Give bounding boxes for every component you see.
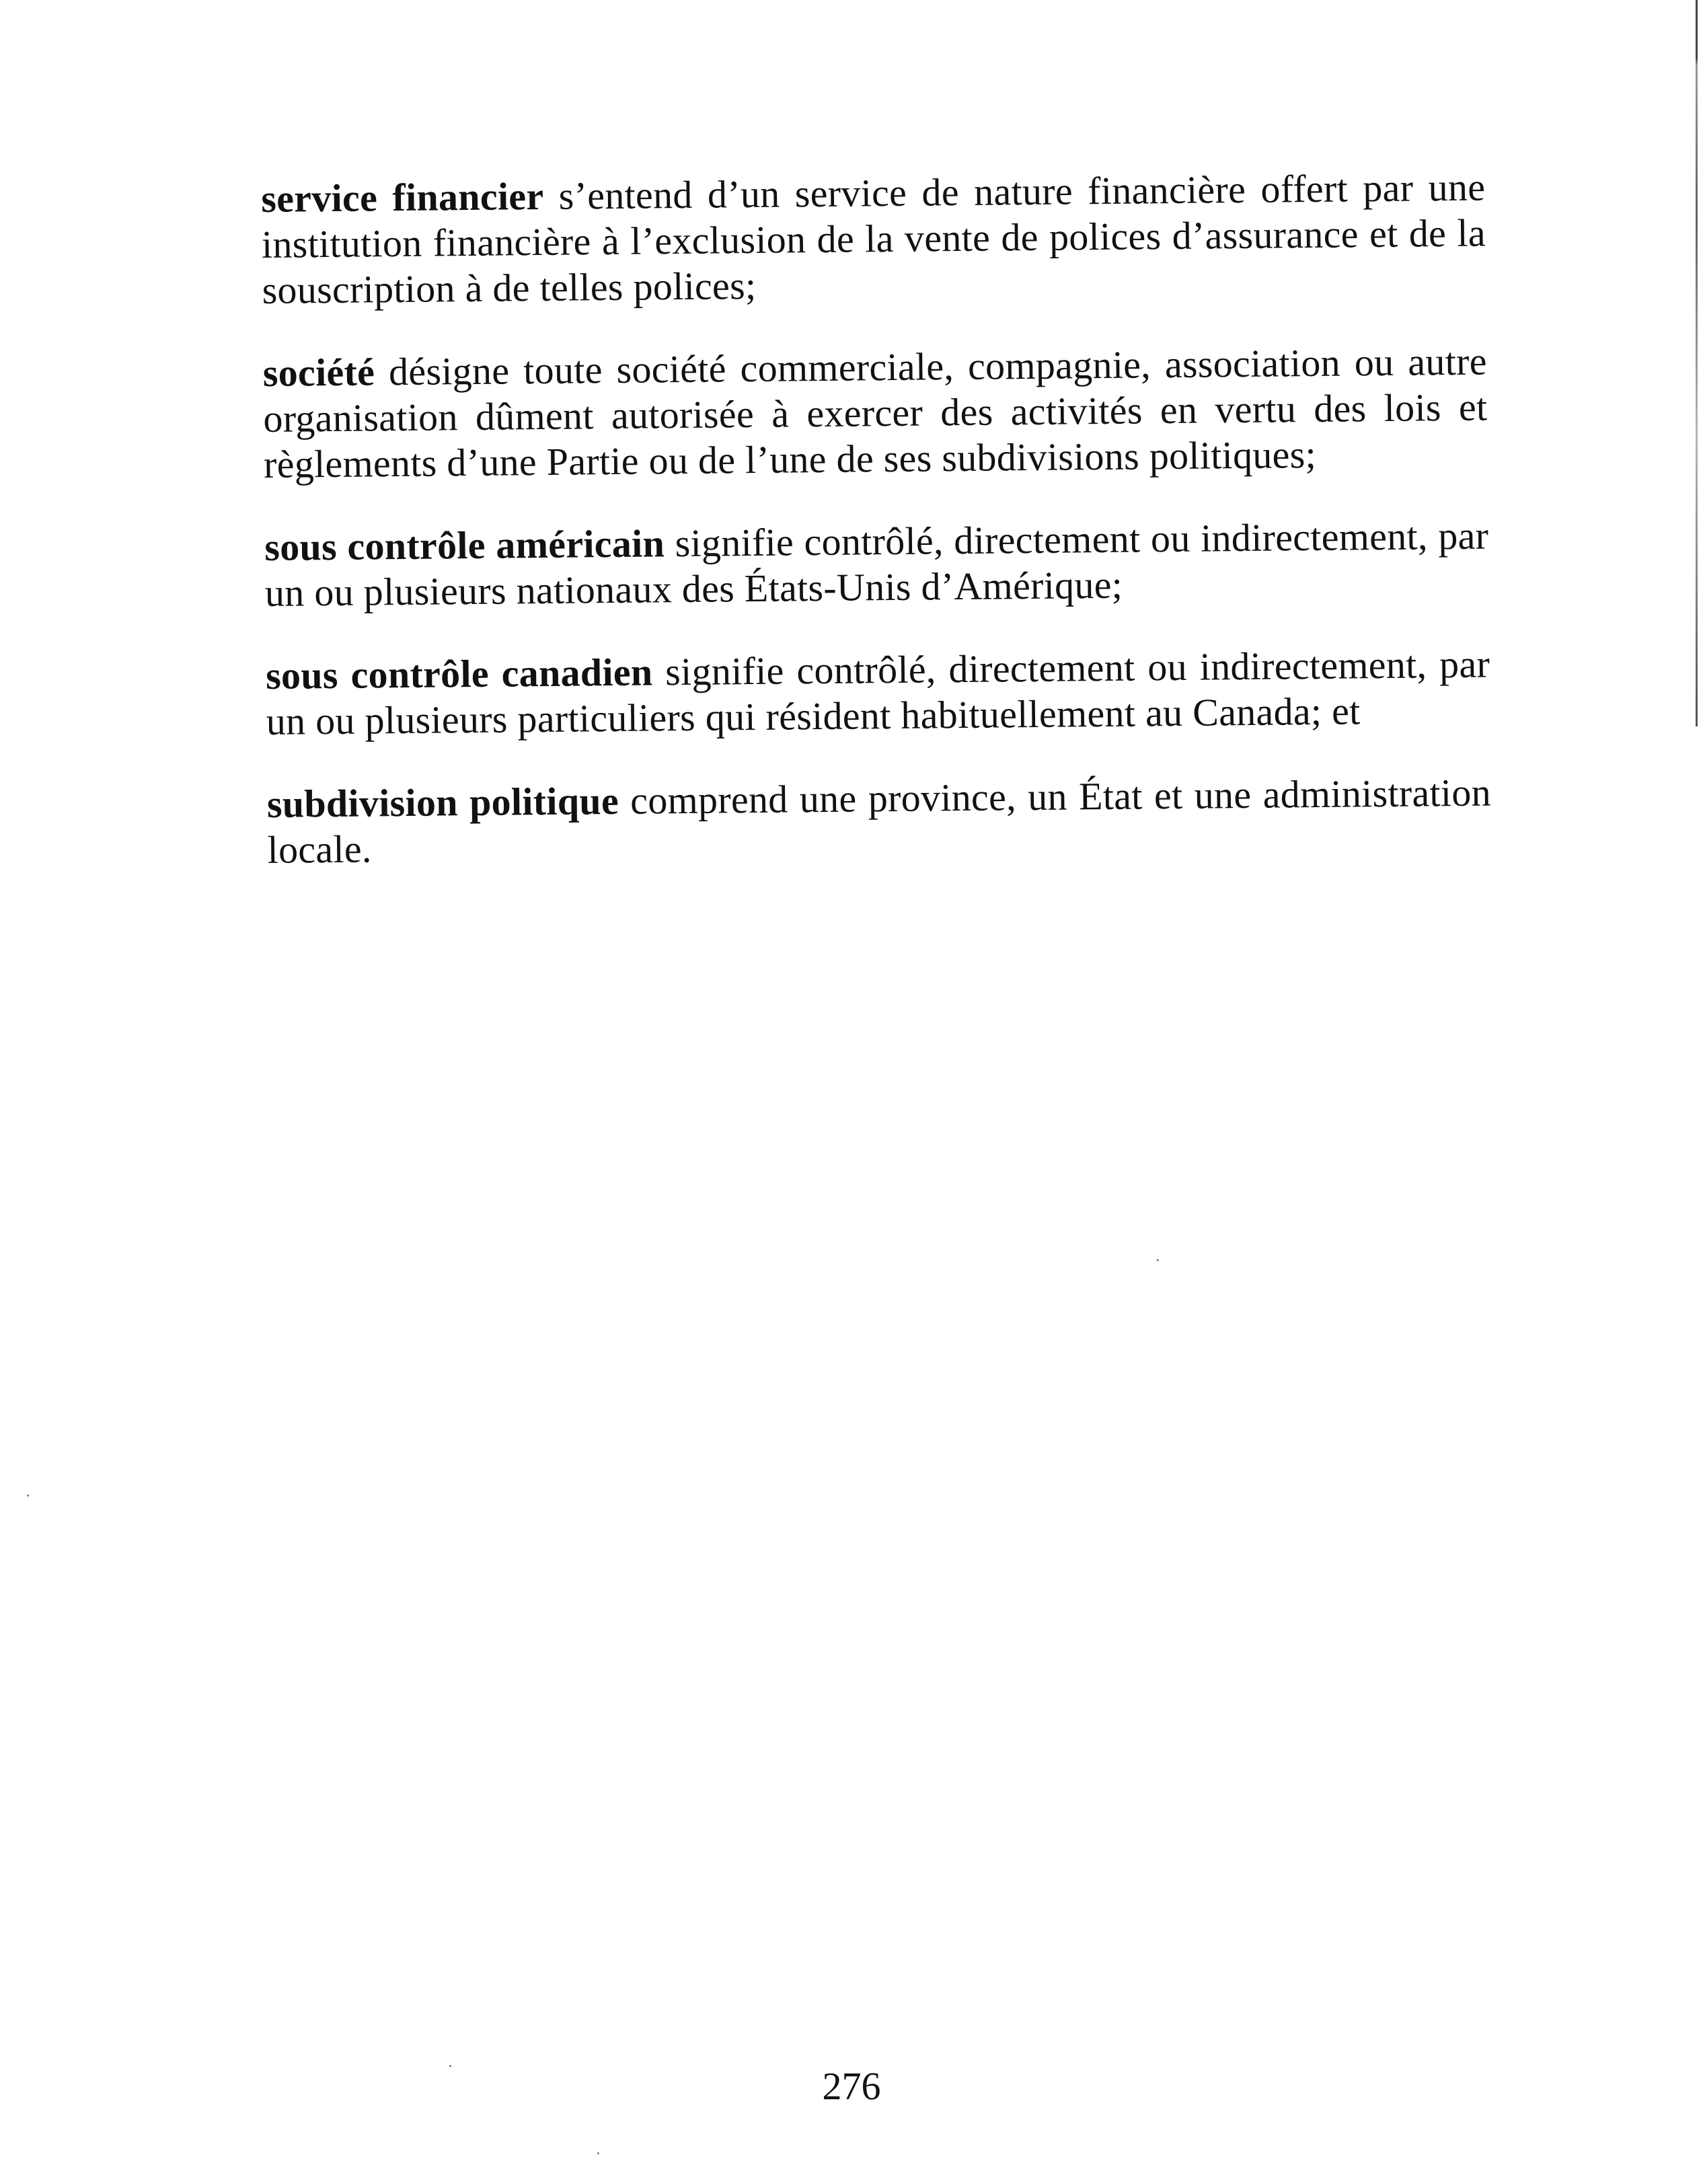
scan-speck <box>1157 1259 1159 1261</box>
definition-text: s’entend d’un service de nature financière offert par une institution financière à l’exclusion de la vente de polices d’assurance et de la souscription à de telles polices; <box>261 165 1486 312</box>
scanned-page-edge <box>1696 0 1698 726</box>
definition-service-financier <box>261 165 1486 313</box>
scan-speck <box>27 1495 29 1497</box>
definition-societe <box>262 339 1488 488</box>
definition-subdivision-politique <box>267 769 1492 872</box>
definition-term: subdivision politique <box>266 778 619 826</box>
definition-term: sous contrôle canadien <box>265 650 653 698</box>
page-number: 276 <box>822 2064 881 2108</box>
definition-sous-controle-canadien <box>266 641 1490 744</box>
definition-text: signifie contrôlé, directement ou indirectement, par un ou plusieurs nationaux des États-Unis d’Amérique; <box>264 513 1489 615</box>
scan-speck <box>597 2152 599 2154</box>
scan-speck <box>449 2065 451 2067</box>
definition-term: société <box>262 350 375 395</box>
definition-sous-controle-americain <box>264 513 1489 616</box>
definition-text: comprend une province, un État et une administration locale. <box>267 770 1492 872</box>
definition-term: service financier <box>261 174 544 221</box>
definition-text: désigne toute société commerciale, compagnie, association ou autre organisation dûment autorisée à exercer des activités en vertu des lois et règlements d’une Partie ou de l’une de ses subdivisions politiques; <box>263 339 1488 486</box>
definition-text: signifie contrôlé, directement ou indirectement, par un ou plusieurs particuliers qui résident habituellement au Canada; et <box>266 642 1490 743</box>
definition-term: sous contrôle américain <box>264 521 665 569</box>
definitions-list <box>261 165 1492 910</box>
